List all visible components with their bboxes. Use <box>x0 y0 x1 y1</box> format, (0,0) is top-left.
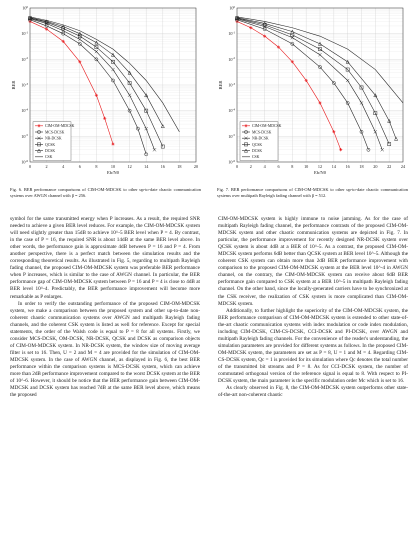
x-tick-label: 18 <box>177 164 182 169</box>
legend-label: MCS-DCSK <box>45 130 65 135</box>
data-point <box>45 28 48 31</box>
data-point <box>339 148 342 151</box>
data-point <box>277 45 280 48</box>
x-axis-ticks <box>236 164 406 169</box>
x-tick-label: 22 <box>387 164 392 169</box>
x-tick-label: 4 <box>62 164 65 169</box>
y-axis-ticks <box>21 5 28 165</box>
body-column-left <box>10 216 200 399</box>
y-tick-label: $10^{-2}$ <box>228 56 235 62</box>
legend-label: QCSK <box>252 142 263 147</box>
data-point <box>95 94 98 97</box>
legend-label: CIM-OM-MDCSK <box>252 124 282 129</box>
legend-label: DCSK <box>45 149 56 153</box>
y-axis-label: BER <box>218 80 223 90</box>
y-tick-label: $10^{-2}$ <box>21 56 28 62</box>
x-tick-label: 16 <box>160 164 165 169</box>
y-tick-label: $10^{-1}$ <box>21 30 28 37</box>
figure-6 <box>8 2 203 198</box>
y-tick-label: $10^{-6}$ <box>228 158 235 165</box>
legend-label: CSK <box>252 155 260 160</box>
legend-label: DCSK <box>252 149 263 153</box>
legend-label: CIM-OM-MDCSK <box>45 124 75 129</box>
x-tick-label: 8 <box>95 164 98 169</box>
data-point <box>332 130 335 133</box>
figure-6-caption: Fig. 6. BER performance comparisons of CIM-OM-MDCSK to other up-to-date chaotic communication systems over AWGN channel with β = 256. <box>10 187 201 198</box>
x-tick-label: 8 <box>291 164 294 169</box>
y-tick-label: $10^{-6}$ <box>21 158 28 165</box>
body-column-right <box>218 216 408 399</box>
paragraph: As clearly observed in Fig. 8, the CIM-OM-MDCSK system outperforms other state-of-the-art non-coherent chaotic <box>218 385 408 399</box>
x-tick-label: 24 <box>400 164 406 169</box>
x-axis-ticks <box>29 164 198 169</box>
data-point <box>249 26 252 29</box>
series-line <box>237 18 396 139</box>
legend-label: CSK <box>45 155 53 160</box>
paragraph: Additionally, to further highlight the superiority of the CIM-OM-MDCSK system, the BER performance comparison of CIM-OM-MDCSK system is extended to other state-of-the-art chaotic communication systems with index modulation or code index modulation, including CIM-DCSK, CIM-CS-DCSK, CCI-DCSK and PI-DCSK, over AWGN and multipath Rayleigh fading channels. For the convenience of the reader's understanding, the simulation parameters are provided for different systems as follows. In the proposed CIM-OM-MDCSK system, the parameters are set as P = 8, U = 1 and M = 4. Regarding CIM-CS-DCSK system, Qc = 1 is provided for its simulation where Qc denotes the total number of the transmitted bit streams and P = 8. As for CCI-DCSK system, the number of commutated orthogonal version of the reference signal is equal to 8. With respect to PI-DCSK system, the main parameter is the specific modulation order Mc which is set to 16. <box>218 307 408 385</box>
x-axis-label: Eb/N0 <box>314 170 326 175</box>
x-tick-label: 2 <box>249 164 252 169</box>
legend-label: NR-DCSK <box>252 136 269 141</box>
legend <box>240 122 282 161</box>
x-axis-label: Eb/N0 <box>107 170 119 175</box>
data-point <box>318 101 321 104</box>
y-tick-label: $10^{-3}$ <box>228 81 235 88</box>
x-tick-label: 6 <box>78 164 81 169</box>
data-point <box>111 142 114 145</box>
y-axis-ticks <box>228 5 235 165</box>
x-tick-label: 14 <box>331 164 336 169</box>
data-point <box>263 35 266 38</box>
paragraph: CIM-OM-MDCSK system is highly immune to noise jamming. As for the case of multipath Rayleigh fading channel, the performance contrasts of the proposed CIM-OM-MDCSK system and other chaotic communication systems are depicted in Fig. 7. In particular, the performance improvement for recently designed NR-DCSK system over QCSK system is about 4dB at a BER of 10^-5. As a contrast, the proposed CIM-OM-MDCSK system performs 6dB better than QCSK system at BER level 10^-5. Although the coherent CSK system can obtain more than 2dB BER performance improvement with comparison to the proposed CIM-OM-MDCSK system at the BER level 10^-4 in AWGN channel, on the contrary, the CIM-OM-MDCSK system can receive about 6dB BER performance gain compared to CSK system at a BER 10^-5 in multipath Rayleigh fading channel. On the other hand, since the locally-generated carriers have to be synchronized at the CSK receiver, the realization of CSK system is more complicated than CIM-OM-MDCSK system. <box>218 216 408 307</box>
y-axis-label: BER <box>11 80 16 90</box>
figure-7-caption: Fig. 7. BER performance comparisons of CIM-OM-MDCSK to other up-to-date chaotic communication systems over multipath Rayleigh fading channel with β = 512. <box>217 187 408 198</box>
y-tick-label: $10^0$ <box>229 4 235 11</box>
figure-7-chart <box>215 2 410 185</box>
data-point <box>103 117 106 120</box>
figure-7 <box>215 2 410 198</box>
x-tick-label: 6 <box>277 164 280 169</box>
x-tick-label: 0 <box>235 164 239 169</box>
y-tick-label: $10^{-3}$ <box>21 81 28 88</box>
paragraph: symbol for the same transmitted energy when P increases. As a result, the required SNR needed to achieve a given BER level reduces. For example, the CIM-OM-MDCSK system will need slightly greater than 15dB to achieve 10^-5 BER level when P = 4. By contrast, in the case of P = 16, the required SNR is about 14dB at the same BER level above. In other words, the performance gain is approximate 4dB between P = 16 and P = 4. From another perspective, there is a perfect match between the simulation results and the corresponding theoretical results. As illustrated in Fig. 5, regarding to multipath Rayleigh fading channel, the proposed CIM-OM-MDCSK system was preferable BER performance when P increases, which is similar to the case of AWGN channel. In particular, the BER performance gap of CIM-OM-MDCSK system between P = 16 and P = 4 is close to 4dB at BER level 10^-4. Predictably, the BER performance improvement will become more remarkable as P enlarges. <box>10 216 200 300</box>
x-tick-label: 16 <box>345 164 350 169</box>
x-tick-label: 20 <box>373 164 378 169</box>
x-tick-label: 14 <box>144 164 149 169</box>
legend-label: QCSK <box>45 142 56 147</box>
data-point <box>37 124 40 127</box>
y-tick-label: $10^{-4}$ <box>228 107 235 114</box>
paragraph: In order to verify the outstanding performance of the proposed CIM-OM-MDCSK system, we make a comparison between the proposed system and other up-to-date non-coherent chaotic communication systems over AWGN and multipath Rayleigh fading channels, and the coherent CSK system is listed as well for reference. Except for special statements, the order of the Walsh code is equal to P = 8 for all systems. Firstly, we consider MCS-DCSK, OM-DCSK, NR-DCSK, QCSK and DCSK as comparison objects of CIM-OM-MDCSK system. In NR-DCSK system, the window size of moving average filter is set to 16. Then, U = 2 and M = 4 are provided for the simulation of CIM-OM-MDCSK system. In the case of AWGN channel, as displayed in Fig. 6, the best BER performance within the comparison systems is MCS-DCSK system, which can achieve more than 2dB performance improvement compared to the worst DCSK system at the BER of 10^-6. However, it should be notice that the BER performance gain between CIM-OM-MDCSK and DCSK system has reached 7dB at the same BER level above, which means the proposed <box>10 300 200 399</box>
legend <box>33 122 75 161</box>
y-tick-label: $10^0$ <box>22 4 28 11</box>
legend-label: MCS-DCSK <box>252 130 272 135</box>
x-tick-label: 18 <box>359 164 364 169</box>
y-tick-label: $10^{-4}$ <box>21 107 28 114</box>
x-tick-label: 10 <box>304 164 309 169</box>
y-tick-label: $10^{-1}$ <box>228 30 235 37</box>
x-tick-label: 4 <box>263 164 266 169</box>
x-tick-label: 2 <box>45 164 48 169</box>
x-tick-label: 12 <box>127 164 132 169</box>
data-point <box>78 60 81 63</box>
x-tick-label: 20 <box>193 164 199 169</box>
legend-label: NR-DCSK <box>45 136 62 141</box>
x-tick-label: 12 <box>317 164 323 169</box>
y-tick-label: $10^{-5}$ <box>228 133 235 139</box>
figure-6-chart <box>8 2 203 185</box>
y-tick-label: $10^{-5}$ <box>21 133 28 139</box>
x-tick-label: 0 <box>28 164 32 169</box>
x-tick-label: 10 <box>110 164 116 169</box>
